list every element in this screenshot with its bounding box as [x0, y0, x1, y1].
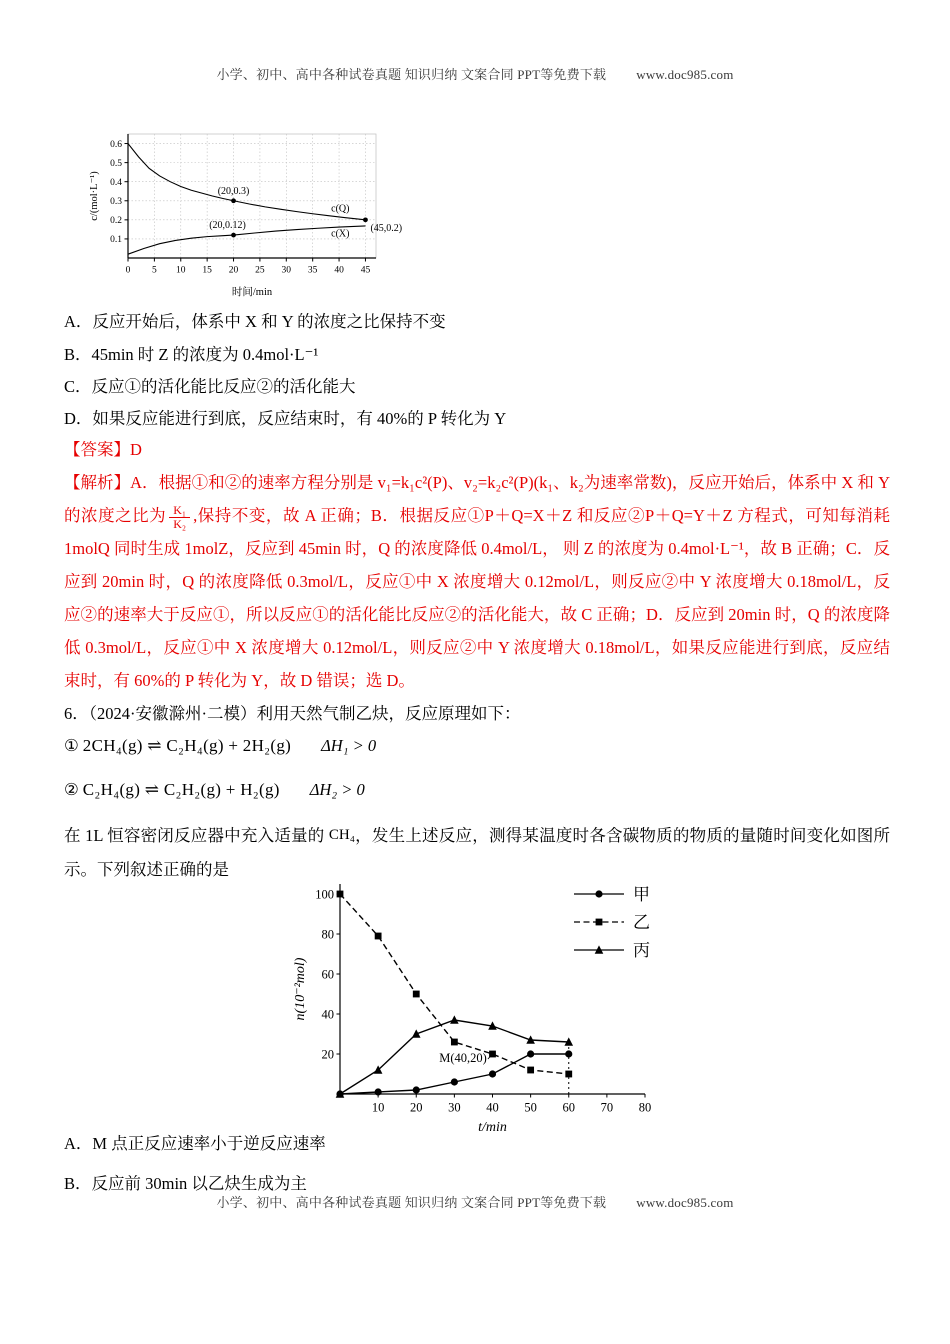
svg-text:40: 40	[486, 1100, 499, 1115]
svg-text:0.1: 0.1	[110, 235, 122, 246]
svg-text:c(Q): c(Q)	[331, 203, 350, 215]
svg-text:0.2: 0.2	[110, 216, 122, 227]
equation-number: ②	[64, 780, 79, 799]
q5-answer	[64, 436, 142, 460]
q6-equation-2	[64, 780, 365, 800]
ch4-formula: CH₄	[328, 827, 355, 843]
equation-body: 2CH₄(g) ⇌ C₂H₄(g) + 2H₂(g)	[82, 736, 292, 755]
answer-value: D	[130, 440, 142, 459]
option-label: A．	[64, 312, 93, 331]
svg-text:0.4: 0.4	[110, 178, 122, 189]
fraction-numerator: K₁	[169, 504, 190, 518]
analysis-part2: ,保持不变，故 A 正确；B．根据反应①P＋Q=X＋Z 和反应②P＋Q=Y＋Z 方程式，可知每消耗 1molQ 同时生成 1molZ，反应到 45min 时，Q 的浓度降低 0.4mol/L， 则 Z 的浓度为 0.4mol·L⁻¹，故 B 正确；C．反应到 20min 时，Q 的浓度降低 0.3mol/L，反应①中 X 浓度增大 0.12mol/L，则反应②中 Y 浓度增大 0.18mol/L，反应②的速率大于反应①，所以反应①的活化能比反应②的活化能大，故 C 正确；D．反应到 20min 时，Q 的浓度降低 0.3mol/L，反应①中 X 浓度增大 0.12mol/L，则反应②中 Y 浓度增大 0.18mol/L，如果反应能进行到底，反应结束时，有 60%的 P 转化为 Y，故 D 错误；选 D。	[64, 506, 891, 690]
q5-concentration-chart	[86, 126, 431, 298]
svg-text:25: 25	[255, 265, 265, 276]
q5-option-a	[64, 308, 446, 332]
svg-text:0.5: 0.5	[110, 158, 122, 169]
paragraph-text: 在 1L 恒容密闭反应器中充入适量的	[64, 826, 325, 845]
svg-text:45: 45	[360, 265, 371, 276]
header-url-link[interactable]: www.doc985.com	[636, 67, 734, 82]
svg-text:丙: 丙	[633, 940, 650, 960]
analysis-part1: 【解析】A．根据①和②的速率方程分别是 v₁=k₁c²(P)、v₂=k₂c²(P)(k₁、k₂为速率常数)，反应开始后，体系中 X 和 Y 的浓度之比为	[64, 473, 890, 525]
q6-stem: 6．（2024·安徽滁州·二模）利用天然气制乙炔，反应原理如下：	[64, 704, 521, 723]
option-label: B．	[64, 345, 92, 364]
q5-analysis	[64, 466, 890, 697]
option-text: 反应前 30min 以乙炔生成为主	[91, 1174, 307, 1193]
svg-text:20: 20	[228, 265, 239, 276]
footer-text: 小学、初中、高中各种试卷真题 知识归纳 文案合同 PPT等免费下载	[216, 1195, 607, 1210]
svg-text:10: 10	[176, 265, 186, 276]
option-text: 反应开始后，体系中 X 和 Y 的浓度之比保持不变	[92, 312, 446, 331]
q5-option-d	[64, 405, 506, 429]
svg-text:t/min: t/min	[478, 1120, 507, 1135]
svg-text:60: 60	[321, 967, 334, 982]
equation-enthalpy: ΔH₂ > 0	[309, 780, 365, 799]
fraction-denominator: K₂	[173, 516, 187, 531]
fraction-k1-over-k2	[169, 504, 190, 531]
q6-moles-chart	[290, 872, 670, 1134]
svg-text:甲: 甲	[633, 884, 650, 904]
option-text: 反应①的活化能比反应②的活化能大	[91, 377, 356, 396]
svg-text:20: 20	[410, 1100, 423, 1115]
option-text: 如果反应能进行到底，反应结束时，有 40%的 P 转化为 Y	[92, 409, 507, 428]
svg-text:M(40,20): M(40,20)	[439, 1051, 487, 1065]
equation-number: ①	[64, 736, 79, 755]
svg-text:0: 0	[125, 265, 131, 276]
page-footer	[0, 1192, 950, 1211]
svg-text:70: 70	[600, 1100, 614, 1115]
option-text: M 点正反应速率小于逆反应速率	[92, 1134, 326, 1153]
q6-option-b	[64, 1170, 307, 1194]
svg-text:0.3: 0.3	[110, 197, 122, 208]
equation-enthalpy: ΔH₁ > 0	[321, 736, 377, 755]
svg-text:50: 50	[524, 1100, 537, 1115]
q6-option-a	[64, 1130, 326, 1154]
svg-text:80: 80	[638, 1100, 652, 1115]
svg-text:40: 40	[321, 1007, 334, 1022]
svg-text:c(X): c(X)	[331, 228, 350, 240]
concentration-time-graph	[86, 126, 431, 298]
svg-text:35: 35	[307, 265, 318, 276]
page-header	[0, 64, 950, 83]
option-label: C．	[64, 377, 92, 396]
svg-text:n(10⁻²mol): n(10⁻²mol)	[293, 957, 308, 1021]
svg-text:c/(mol·L⁻¹): c/(mol·L⁻¹)	[89, 171, 100, 221]
svg-text:0.6: 0.6	[110, 139, 122, 150]
svg-text:100: 100	[315, 887, 334, 902]
option-label: D．	[64, 409, 93, 428]
moles-time-graph	[290, 872, 670, 1134]
q5-option-c	[64, 373, 356, 397]
svg-text:80: 80	[321, 927, 334, 942]
svg-text:30: 30	[448, 1100, 461, 1115]
svg-text:(45,0.2): (45,0.2)	[370, 222, 403, 234]
equation-body: C₂H₄(g) ⇌ C₂H₂(g) + H₂(g)	[82, 780, 280, 799]
answer-label: 【答案】	[64, 440, 130, 459]
option-text: 45min 时 Z 的浓度为 0.4mol·L⁻¹	[91, 345, 319, 364]
svg-text:30: 30	[281, 265, 292, 276]
q6-equation-1	[64, 736, 376, 756]
option-label: A．	[64, 1134, 93, 1153]
svg-text:(20,0.12): (20,0.12)	[209, 220, 246, 232]
paragraph-text: ，发生上述反应，测得某温度时各含碳物质的物质的量随时间变化如图所示。下列叙述正确的是	[64, 826, 891, 879]
svg-text:15: 15	[202, 265, 212, 276]
svg-text:40: 40	[334, 265, 344, 276]
footer-url-link[interactable]: www.doc985.com	[636, 1195, 734, 1210]
svg-text:(20,0.3): (20,0.3)	[217, 185, 250, 197]
svg-text:60: 60	[562, 1100, 575, 1115]
svg-text:时间/min: 时间/min	[231, 287, 273, 298]
header-text: 小学、初中、高中各种试卷真题 知识归纳 文案合同 PPT等免费下载	[216, 67, 607, 82]
option-label: B．	[64, 1174, 92, 1193]
svg-text:10: 10	[371, 1100, 385, 1115]
svg-text:20: 20	[321, 1047, 334, 1062]
svg-text:乙: 乙	[633, 912, 650, 932]
svg-text:5: 5	[152, 265, 157, 276]
q5-option-b	[64, 341, 318, 365]
